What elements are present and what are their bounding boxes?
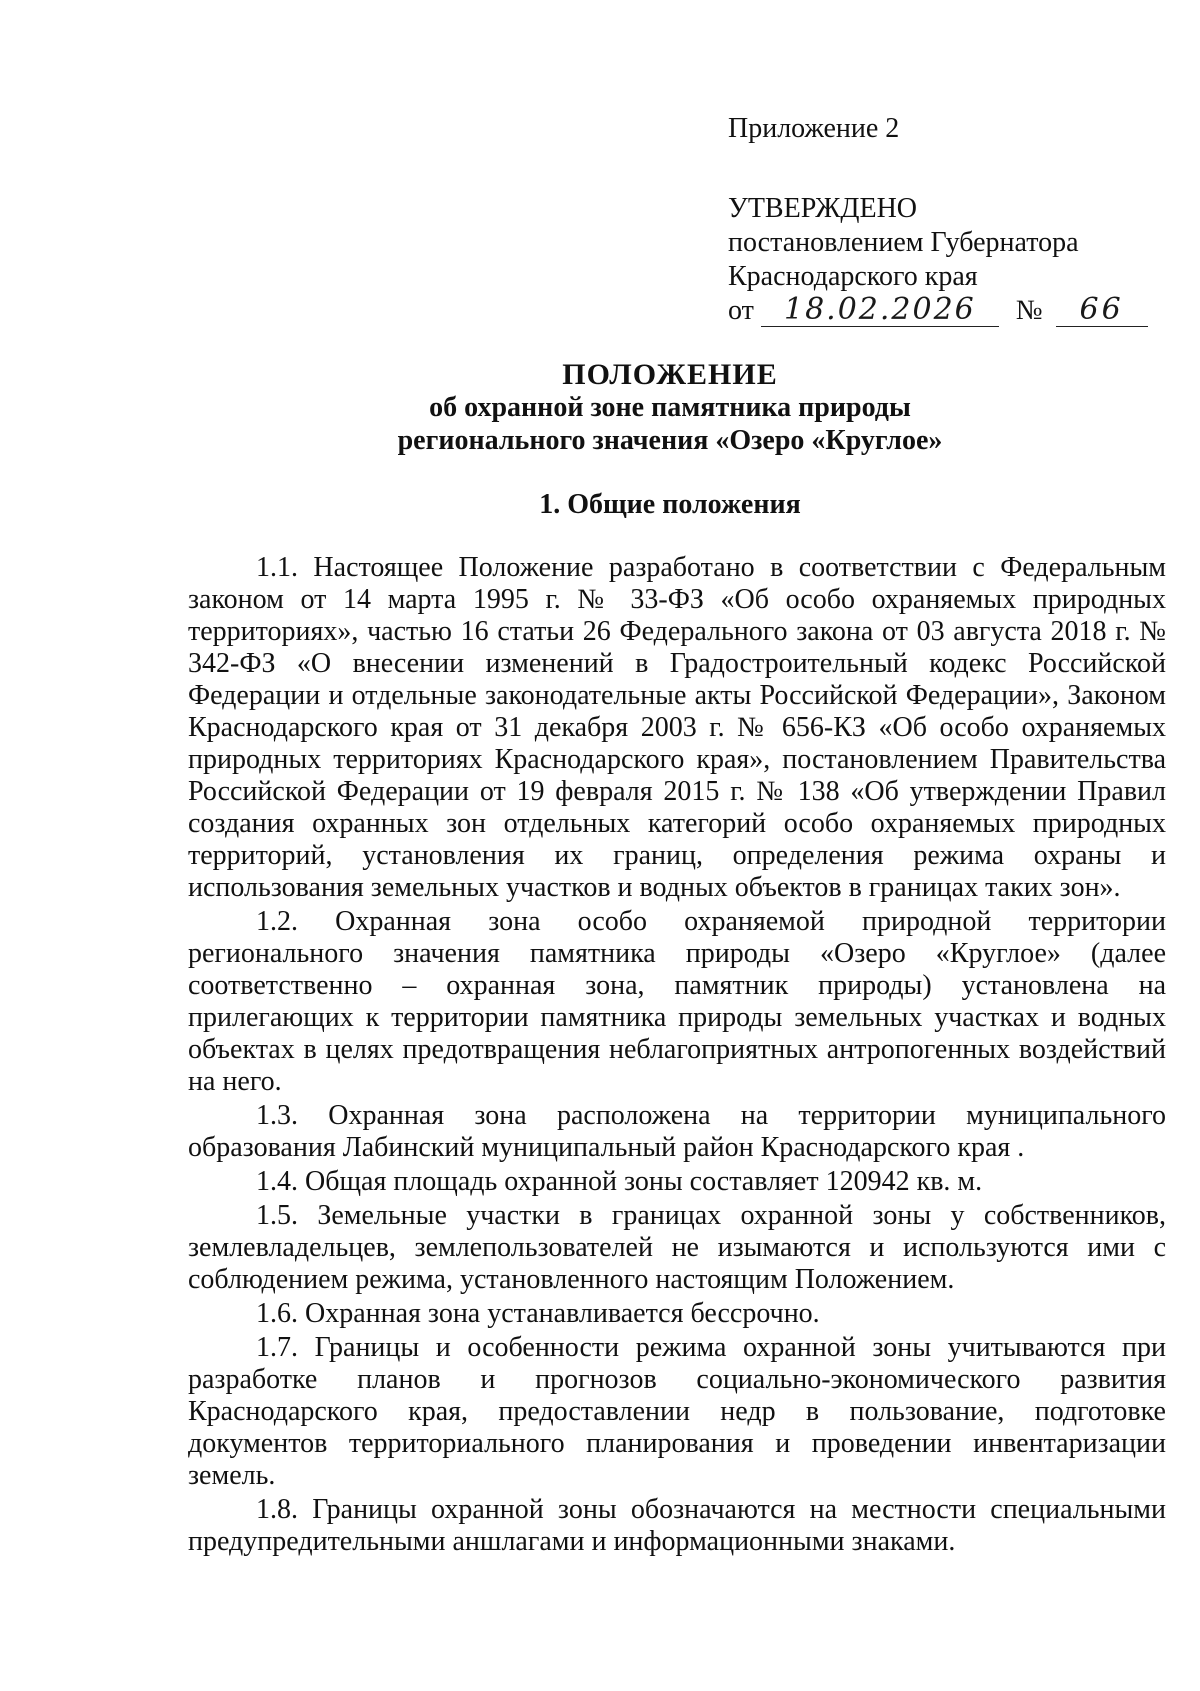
from-label: от [728, 295, 754, 326]
title-line-3: регионального значения «Озеро «Круглое» [397, 425, 943, 456]
section-heading: 1. Общие положения [539, 489, 801, 520]
paragraph-1-3: 1.3. Охранная зона расположена на территории муниципального образования Лабинский муниципальный район Краснодарского края . [188, 1100, 1166, 1163]
document-title [0, 358, 1200, 457]
approved-label: УТВЕРЖДЕНО [728, 193, 918, 224]
date-number-line [728, 294, 1168, 328]
approval-line-2: Краснодарского края [728, 261, 978, 292]
approval-block [728, 112, 1168, 328]
paragraph-1-2: 1.2. Охранная зона особо охраняемой природной территории регионального значения памятника природы «Озеро «Круглое» (далее соответственно – охранная зона, памятник природы) установлена на прилегающих к территории памятника природы земельных участках и водных объектах в целях предотвращения неблагоприятных антропогенных воздействий на него. [188, 906, 1166, 1097]
approval-line-1: постановлением Губернатора [728, 227, 1079, 258]
paragraph-1-6: 1.6. Охранная зона устанавливается бессрочно. [256, 1298, 820, 1329]
paragraph-1-4: 1.4. Общая площадь охранной зоны составляет 120942 кв. м. [256, 1166, 983, 1197]
paragraph-1-5: 1.5. Земельные участки в границах охранной зоны у собственников, землевладельцев, землепользователей не изымаются и используются ими с соблюдением режима, установленного настоящим Положением. [188, 1200, 1166, 1295]
title-main: ПОЛОЖЕНИЕ [562, 358, 778, 391]
paragraph-1-8: 1.8. Границы охранной зоны обозначаются на местности специальными предупредительными аншлагами и информационными знаками. [188, 1494, 1166, 1557]
paragraph-1-1: 1.1. Настоящее Положение разработано в соответствии с Федеральным законом от 14 марта 1995 г. № 33-ФЗ «Об особо охраняемых природных территориях», частью 16 статьи 26 Федерального закона от 03 августа 2018 г. № 342-ФЗ «О внесении изменений в Градостроительный кодекс Российской Федерации и отдельные законодательные акты Российской Федерации», Законом Краснодарского края от 31 декабря 2003 г. № 656-КЗ «Об особо охраняемых природных территориях Краснодарского края», постановлением Правительства Российской Федерации от 19 февраля 2015 г. № 138 «Об утверждении Правил создания охранных зон отдельных категорий особо охраняемых природных территорий, установления их границ, определения режима охраны и использования земельных участков и водных объектов в границах таких зон». [188, 552, 1166, 903]
paragraph-1-7: 1.7. Границы и особенности режима охранной зоны учитываются при разработке планов и прогнозов социально-экономического развития Краснодарского края, предоставлении недр в пользование, подготовке документов территориального планирования и проведении инвентаризации земель. [188, 1332, 1166, 1491]
body-text [188, 552, 1166, 1558]
appendix-label: Приложение 2 [728, 113, 900, 144]
handwritten-number: 66 [1056, 294, 1148, 327]
number-sign: № [1015, 295, 1043, 326]
title-line-2: об охранной зоне памятника природы [429, 392, 911, 423]
handwritten-date: 18.02.2026 [761, 294, 999, 327]
